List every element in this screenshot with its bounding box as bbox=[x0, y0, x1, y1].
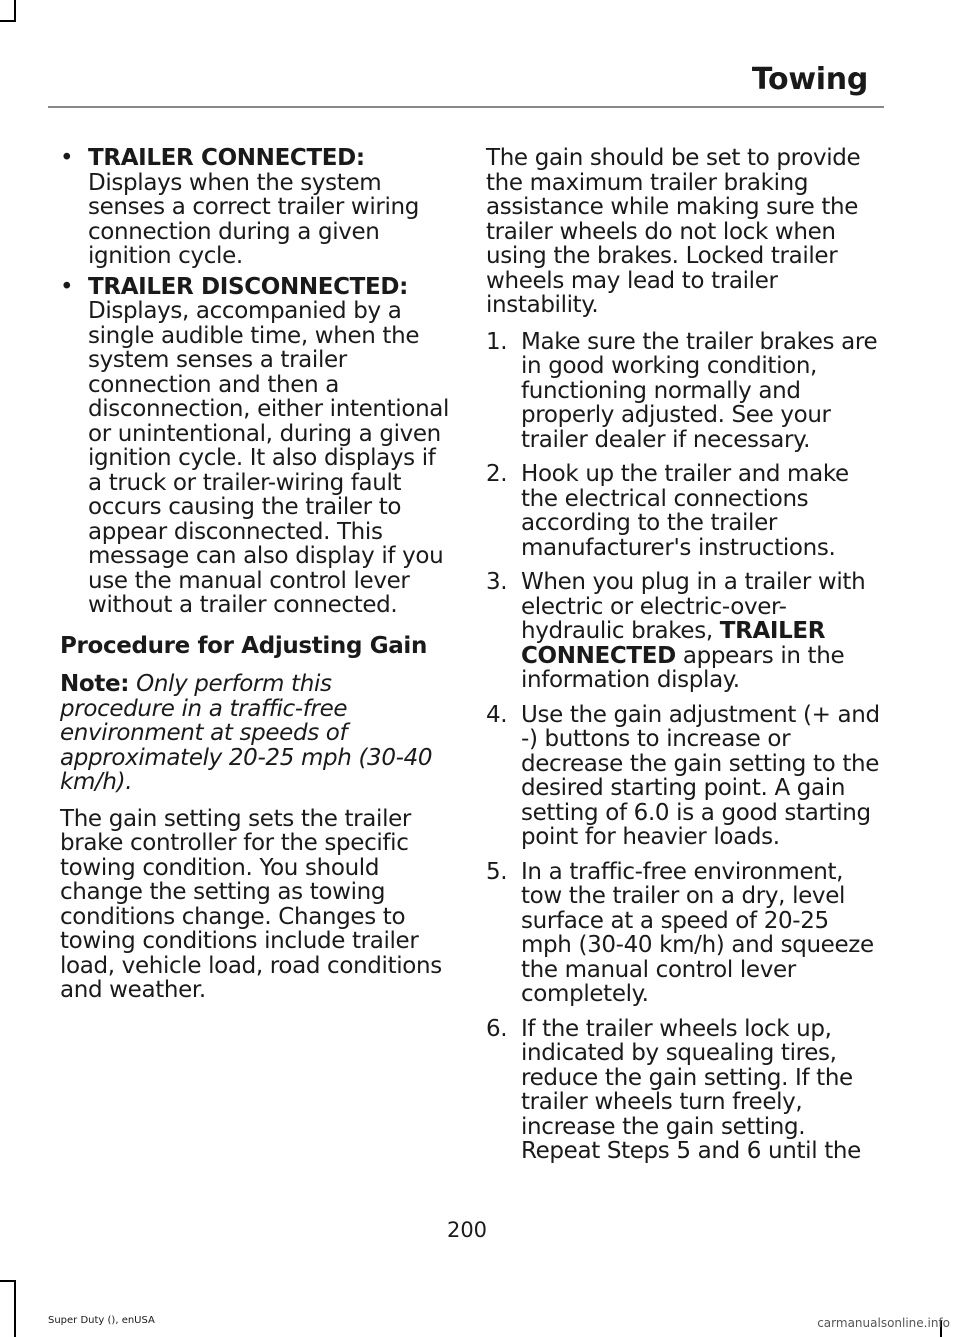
bullet-dot: • bbox=[60, 145, 74, 171]
list-item bbox=[486, 330, 881, 453]
step-text: Use the gain adjustment (+ and -) buttons to increase or decrease the gain setting to the desired starting point. A gain setting of 6.0 is a good starting point for heavier loads. bbox=[521, 701, 880, 850]
bullet-heading: TRAILER CONNECTED: bbox=[88, 145, 365, 171]
step-number: 1. bbox=[486, 328, 508, 355]
step-text: Make sure the trailer brakes are in good working condition, functioning normally and properly adjusted. See your trailer dealer if necessary. bbox=[521, 328, 878, 453]
list-item bbox=[486, 703, 881, 850]
list-item bbox=[486, 570, 881, 693]
list-item bbox=[60, 146, 450, 269]
bullet-text: Displays when the system senses a correct trailer wiring connection during a given ignition cycle. bbox=[88, 169, 420, 269]
bullet-text: Displays, accompanied by a single audible time, when the system senses a trailer connection and then a disconnection, either intentional or unintentional, during a given ignition cycle. It also displays if a truck or trailer-wiring fault occurs causing the trailer to appear disconnected. This message can also display if you use the manual control lever without a trailer connected. bbox=[88, 298, 450, 618]
step-number: 6. bbox=[486, 1015, 508, 1042]
crop-mark bbox=[0, 1280, 16, 1282]
step-number: 2. bbox=[486, 461, 508, 487]
step-bold-text: TRAILER CONNECTED bbox=[521, 618, 826, 669]
section-heading: Procedure for Adjusting Gain bbox=[60, 632, 427, 659]
note-text: Only perform this procedure in a traffic-free environment at speeds of approximately 20-25 mph (30-40 km/h). bbox=[60, 671, 433, 795]
step-text: Hook up the trailer and make the electrical connections according to the trailer manufacturer's instructions. bbox=[521, 461, 849, 561]
list-item bbox=[486, 860, 881, 1007]
body-paragraph: The gain should be set to provide the maximum trailer braking assistance while making sure the trailer wheels do not lock when using the brakes. Locked trailer wheels may lead to trailer instability. bbox=[486, 145, 861, 318]
bullet-dot: • bbox=[60, 273, 74, 300]
crop-mark bbox=[0, 20, 16, 22]
step-text: appears in the information display. bbox=[521, 642, 845, 693]
step-number: 3. bbox=[486, 569, 508, 595]
left-column bbox=[60, 146, 450, 1015]
list-item bbox=[486, 1017, 881, 1164]
list-item bbox=[486, 462, 881, 560]
step-text: When you plug in a trailer with electric or electric-over-hydraulic brakes, bbox=[521, 569, 866, 644]
page-title: Towing bbox=[751, 62, 868, 97]
step-number: 5. bbox=[486, 858, 508, 885]
step-number: 4. bbox=[486, 701, 508, 728]
document-info: Super Duty (), enUSA bbox=[48, 1315, 155, 1326]
step-text: If the trailer wheels lock up, indicated by squealing tires, reduce the gain setting. If the trailer wheels turn freely, increase the gain setting. Repeat Steps 5 and 6 until the bbox=[521, 1015, 861, 1164]
crop-mark bbox=[14, 1280, 16, 1337]
bullet-heading: TRAILER DISCONNECTED: bbox=[88, 273, 408, 300]
crop-mark bbox=[14, 0, 16, 22]
step-text: In a traffic-free environment, tow the trailer on a dry, level surface at a speed of 20-25 mph (30-40 km/h) and squeeze the manual control lever completely. bbox=[521, 858, 874, 1007]
note-label: Note: bbox=[60, 671, 130, 697]
header-divider bbox=[48, 106, 884, 108]
watermark-link[interactable]: carmanualsonline.info bbox=[817, 1316, 950, 1330]
body-paragraph: The gain setting sets the trailer brake controller for the specific towing condition. You should change the setting as towing conditions change. Changes to towing conditions include trailer load, vehicle load, road conditions and weather. bbox=[60, 805, 442, 1003]
right-column bbox=[486, 146, 881, 1174]
list-item bbox=[60, 275, 450, 618]
page-number: 200 bbox=[446, 1218, 488, 1242]
note bbox=[60, 672, 450, 795]
